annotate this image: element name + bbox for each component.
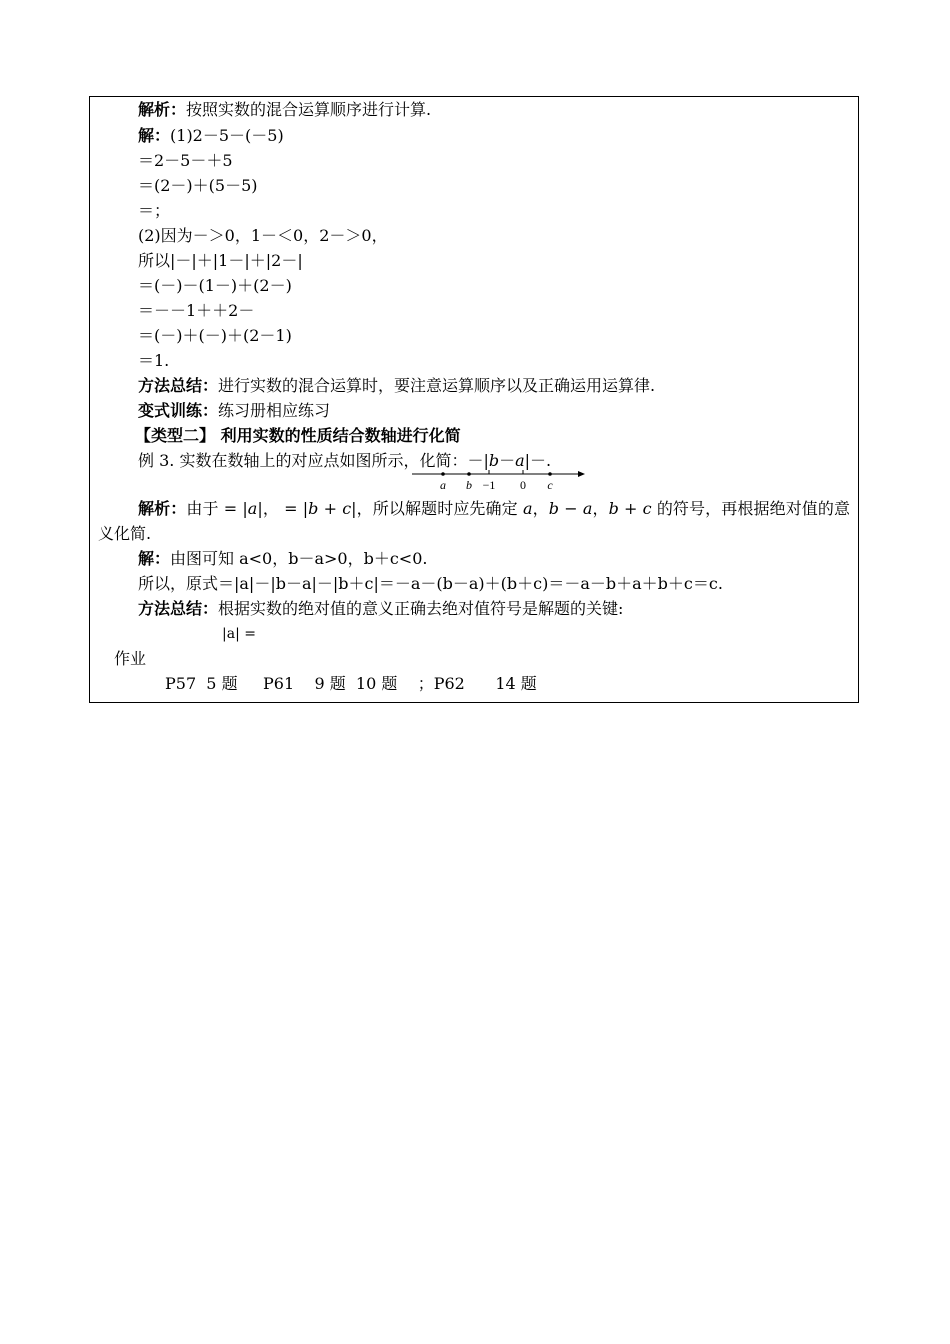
part2-intro: (2)因为－＞0，1－＜0，2－＞0， [138,226,388,245]
abs-value-line: |a| = [222,626,256,642]
step-line: ＝(－)＋(－)＋(2－1) [138,326,292,345]
step-line: ＝1. [138,351,170,370]
result-3: 所以，原式＝|a|－|b－a|－|b＋c|＝－a－(b－a)＋(b＋c)＝－a－b＋a＋b＋c＝c. [138,574,723,593]
analysis-1: 解析：按照实数的混合运算顺序进行计算. [138,100,432,119]
label-c: c [547,478,553,492]
arrow-head [578,471,585,477]
homework-label: 作业 [114,649,147,668]
label-a: a [440,478,446,492]
label-b: b [466,478,472,492]
point-a [441,472,445,476]
step-line: ＝(2－)＋(5－5) [138,176,258,195]
solution-3: 解：由图可知 a<0，b－a>0，b＋c<0. [138,549,428,568]
part2-expression: 所以|－|＋|1－|＋|2－| [138,251,303,270]
solution-1: 解：(1)2－5－(－5) [138,126,284,145]
homework-list: P57 5 题 P61 9 题 10 题 ；P62 14 题 [165,674,537,693]
type2-heading: 【类型二】 利用实数的性质结合数轴进行化简 [135,426,461,445]
step-line: ＝2－5－＋5 [138,151,233,170]
label-zero: 0 [520,478,526,492]
method-summary-3: 方法总结：根据实数的绝对值的意义正确去绝对值符号是解题的关键: [138,599,624,618]
label-minus-one: −1 [482,478,496,492]
variant-training: 变式训练：练习册相应练习 [138,401,331,420]
number-line [410,466,590,494]
step-line: ＝(－)－(1－)＋(2－) [138,276,292,295]
analysis-3: 解析：由于 = |a|， = |b + c|，所以解题时应先确定 a，b − a，b + c 的符号，再根据绝对值的意义化简. [98,499,851,543]
point-c [548,472,552,476]
example-3: 例 3. 实数在数轴上的对应点如图所示，化简：－|b－a|－. [138,451,552,470]
method-summary-1: 方法总结：进行实数的混合运算时，要注意运算顺序以及正确运用运算律. [138,376,656,395]
point-b [467,472,471,476]
step-line: ＝； [138,201,171,220]
step-line: ＝－－1＋＋2－ [138,301,255,320]
